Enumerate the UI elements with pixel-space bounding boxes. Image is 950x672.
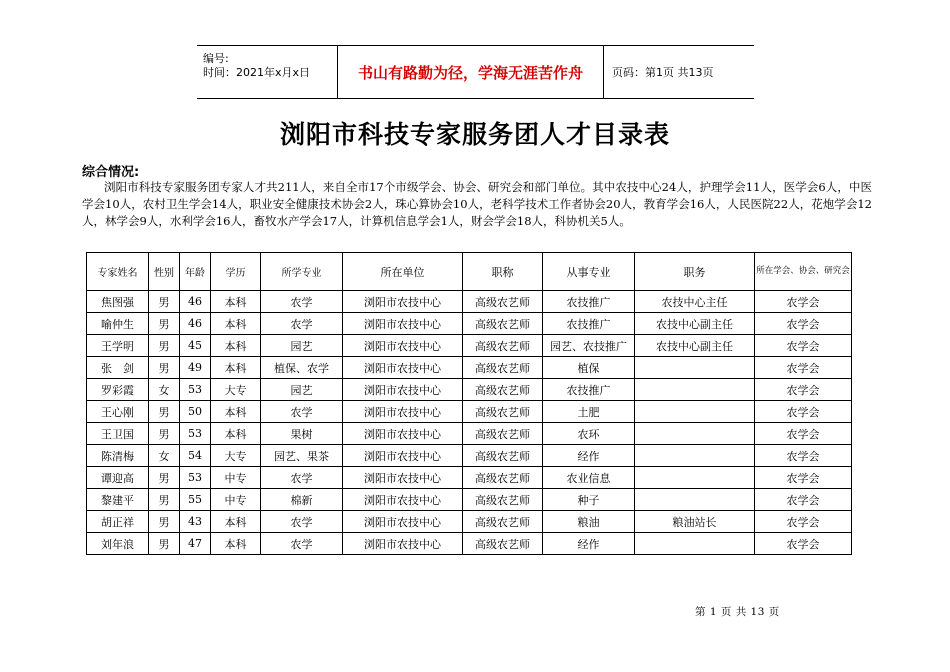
cell-specialty: 农技推广 [543,313,635,335]
page-footer: 第 1 页 共 13 页 [695,606,780,618]
cell-gender: 男 [149,335,180,357]
col-header-gender: 性别 [149,253,180,291]
cell-education: 中专 [211,467,261,489]
cell-education: 本科 [211,511,261,533]
cell-major: 农学 [261,401,343,423]
cell-position [635,379,755,401]
cell-major: 园艺、果茶 [261,445,343,467]
cell-major: 植保、农学 [261,357,343,379]
cell-age: 53 [180,423,211,445]
cell-gender: 女 [149,379,180,401]
cell-unit: 浏阳市农技中心 [343,357,463,379]
cell-title: 高级农艺师 [463,423,543,445]
table-row [87,401,852,423]
summary-heading: 综合情况: [82,165,140,180]
cell-unit: 浏阳市农技中心 [343,379,463,401]
cell-education: 本科 [211,401,261,423]
cell-major: 农学 [261,511,343,533]
document-header [197,45,754,99]
cell-major: 农学 [261,291,343,313]
cell-gender: 男 [149,423,180,445]
table-row [87,445,852,467]
cell-name: 陈清梅 [87,445,149,467]
cell-gender: 女 [149,445,180,467]
cell-unit: 浏阳市农技中心 [343,445,463,467]
expert-roster-table [86,252,852,555]
cell-title: 高级农艺师 [463,379,543,401]
cell-education: 本科 [211,533,261,555]
table-row [87,379,852,401]
cell-title: 高级农艺师 [463,357,543,379]
cell-society: 农学会 [755,401,852,423]
cell-education: 本科 [211,291,261,313]
cell-position: 农技中心主任 [635,291,755,313]
cell-unit: 浏阳市农技中心 [343,401,463,423]
cell-name: 罗彩霞 [87,379,149,401]
cell-age: 47 [180,533,211,555]
cell-title: 高级农艺师 [463,401,543,423]
cell-society: 农学会 [755,467,852,489]
cell-major: 棉新 [261,489,343,511]
cell-position: 农技中心副主任 [635,313,755,335]
cell-gender: 男 [149,357,180,379]
cell-position [635,423,755,445]
cell-major: 农学 [261,467,343,489]
cell-gender: 男 [149,511,180,533]
cell-position [635,401,755,423]
table-row [87,511,852,533]
cell-specialty: 农业信息 [543,467,635,489]
cell-major: 农学 [261,313,343,335]
cell-gender: 男 [149,291,180,313]
cell-title: 高级农艺师 [463,313,543,335]
cell-title: 高级农艺师 [463,467,543,489]
col-header-name: 专家姓名 [87,253,149,291]
cell-unit: 浏阳市农技中心 [343,489,463,511]
cell-position [635,533,755,555]
cell-gender: 男 [149,401,180,423]
header-page-info: 页码：第1页 共13页 [612,66,714,79]
cell-major: 园艺 [261,379,343,401]
cell-specialty: 园艺、农技推广 [543,335,635,357]
cell-specialty: 农环 [543,423,635,445]
cell-age: 53 [180,467,211,489]
cell-society: 农学会 [755,445,852,467]
cell-name: 张 剑 [87,357,149,379]
cell-name: 喻仲生 [87,313,149,335]
table-row [87,357,852,379]
table-row [87,489,852,511]
cell-major: 农学 [261,533,343,555]
cell-name: 王学明 [87,335,149,357]
cell-gender: 男 [149,489,180,511]
cell-education: 本科 [211,335,261,357]
cell-unit: 浏阳市农技中心 [343,313,463,335]
cell-major: 果树 [261,423,343,445]
cell-unit: 浏阳市农技中心 [343,533,463,555]
cell-education: 本科 [211,357,261,379]
cell-education: 本科 [211,313,261,335]
cell-unit: 浏阳市农技中心 [343,291,463,313]
cell-unit: 浏阳市农技中心 [343,511,463,533]
cell-name: 王卫国 [87,423,149,445]
cell-specialty: 农技推广 [543,379,635,401]
summary-paragraph: 浏阳市科技专家服务团专家人才共211人，来自全市17个市级学会、协会、研究会和部门单位。其中农技中心24人，护理学会11人，医学会6人，中医学会10人，农村卫生学会14人，职业安全健康技术协会2人，珠心算协会10人，老科学技术工作者协会20人，教育学会16人，人民医院22人，花炮学会12人，林学会9人，水利学会16人，畜牧水产学会17人，计算机信息学会1人，财会学会18人，科协机关5人。 [82,180,872,228]
col-header-society: 所在学会、协会、研究会 [755,253,852,291]
cell-age: 46 [180,291,211,313]
table-row [87,335,852,357]
cell-age: 53 [180,379,211,401]
col-header-specialty: 从事专业 [543,253,635,291]
table-row [87,313,852,335]
cell-unit: 浏阳市农技中心 [343,335,463,357]
col-header-major: 所学专业 [261,253,343,291]
cell-age: 54 [180,445,211,467]
cell-society: 农学会 [755,357,852,379]
header-meta [197,46,337,98]
table-row [87,423,852,445]
cell-age: 45 [180,335,211,357]
cell-major: 园艺 [261,335,343,357]
table-body [87,291,852,555]
cell-title: 高级农艺师 [463,291,543,313]
cell-title: 高级农艺师 [463,489,543,511]
col-header-age: 年龄 [180,253,211,291]
cell-gender: 男 [149,533,180,555]
cell-specialty: 经作 [543,445,635,467]
cell-age: 43 [180,511,211,533]
cell-name: 王心刚 [87,401,149,423]
table-row [87,291,852,313]
cell-position [635,489,755,511]
cell-society: 农学会 [755,489,852,511]
cell-education: 大专 [211,445,261,467]
cell-specialty: 种子 [543,489,635,511]
col-header-education: 学历 [211,253,261,291]
cell-society: 农学会 [755,291,852,313]
cell-title: 高级农艺师 [463,335,543,357]
cell-title: 高级农艺师 [463,445,543,467]
cell-specialty: 农技推广 [543,291,635,313]
cell-name: 刘年浪 [87,533,149,555]
document-date: 时间：2021年x月x日 [203,66,311,79]
cell-society: 农学会 [755,379,852,401]
cell-position [635,445,755,467]
cell-position [635,357,755,379]
cell-position: 农技中心副主任 [635,335,755,357]
cell-age: 46 [180,313,211,335]
cell-position: 粮油站长 [635,511,755,533]
cell-education: 大专 [211,379,261,401]
cell-education: 中专 [211,489,261,511]
cell-gender: 男 [149,467,180,489]
cell-position [635,467,755,489]
cell-specialty: 植保 [543,357,635,379]
cell-specialty: 经作 [543,533,635,555]
table-row [87,467,852,489]
cell-society: 农学会 [755,313,852,335]
cell-name: 谭迎高 [87,467,149,489]
cell-specialty: 土肥 [543,401,635,423]
col-header-unit: 所在单位 [343,253,463,291]
cell-education: 本科 [211,423,261,445]
cell-age: 50 [180,401,211,423]
table-header-row [87,253,852,291]
cell-title: 高级农艺师 [463,533,543,555]
page-title: 浏阳市科技专家服务团人才目录表 [279,120,670,149]
cell-society: 农学会 [755,423,852,445]
header-motto: 书山有路勤为径，学海无涯苦作舟 [337,46,604,98]
document-number-label: 编号: [203,52,229,65]
cell-society: 农学会 [755,335,852,357]
cell-age: 49 [180,357,211,379]
col-header-position: 职务 [635,253,755,291]
cell-unit: 浏阳市农技中心 [343,423,463,445]
cell-gender: 男 [149,313,180,335]
cell-society: 农学会 [755,533,852,555]
col-header-title: 职称 [463,253,543,291]
cell-name: 胡正祥 [87,511,149,533]
cell-unit: 浏阳市农技中心 [343,467,463,489]
cell-specialty: 粮油 [543,511,635,533]
cell-age: 55 [180,489,211,511]
cell-name: 焦图强 [87,291,149,313]
cell-name: 黎建平 [87,489,149,511]
cell-society: 农学会 [755,511,852,533]
table-row [87,533,852,555]
cell-title: 高级农艺师 [463,511,543,533]
